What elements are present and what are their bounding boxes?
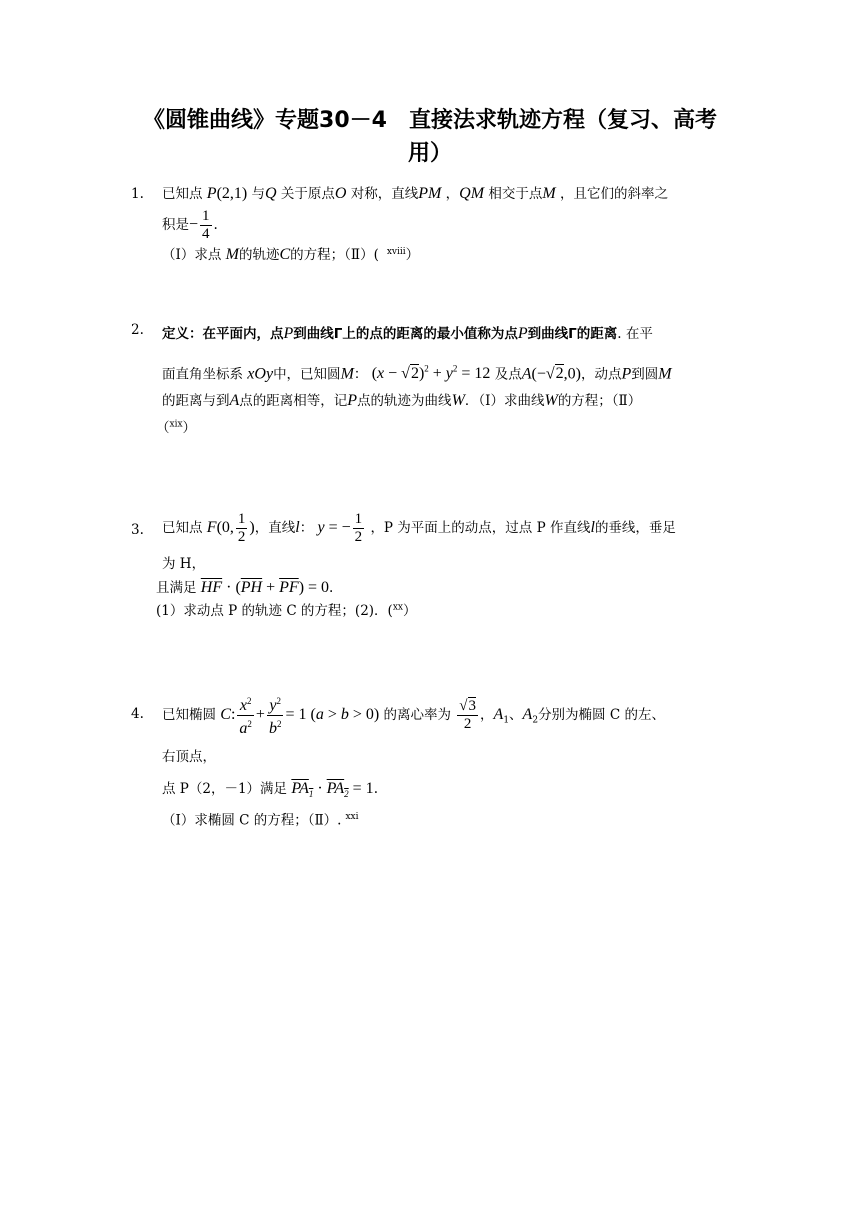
title-line-1: 《圆锥曲线》专题30－4 直接法求轨迹方程（复习、高考 (143, 108, 717, 133)
footnote-ref: xxi (345, 812, 359, 822)
problem-3: 3. 已知点 F(0, $\frac{1}{2}$ )，直线l： y = − $\frac{1}{2}$ ，P 为平面上的动点，过点 P 作直线l的垂线，垂足 为 H， 且满足 $\overline{HF} \cdot (\overline{PH} + \overline{PF}) = 0$. (1）求动点 P 的轨迹 C 的方程；(2)．($^{xx}$） (131, 511, 676, 619)
problem-number: 1. (131, 186, 144, 202)
footnote-ref: xviii (386, 246, 406, 257)
title-line-2: 用） (407, 141, 452, 166)
page-title (120, 104, 740, 170)
problem-number: 3. (131, 522, 144, 538)
footnote-ref: xix (169, 419, 183, 430)
problem-number: 2. (131, 322, 144, 338)
problem-4: 4. 已知椭圆 C: $\frac{x^2}{a^2}$ + $\frac{y^2}{b^2}$ = 1 (a > b > 0) 的离心率为 $\frac{√3}{2}$ ，$A_1$、$A_2$分别为椭圆 C 的左、 右顶点， 点 P（2，－1）满足 $PA_1 \cdot PA_2 = 1$. （Ⅰ）求椭圆 C 的方程；（Ⅱ）. $^{xxi}$ (131, 690, 731, 830)
problem-1: 1. 已知点 P(2,1) 与Q 关于原点O 对称，直线PM ，QM 相交于点M ，且它们的斜率之 积是− $\frac{1}{4}$ . （Ⅰ）求点 M的轨迹C的方程；（Ⅱ）( $^{xviii}$） (131, 185, 668, 263)
problem-2: 2. 定义：在平面内，点P到曲线Γ上的点的距离的最小值称为点P到曲线Γ的距离. 在平 面直角坐标系 xOy中，已知圆M： $(x - √2)^2 + y^2 = 12$ 及点A(−√2,0)，动点P到圆M 的距离与到A点的距离相等，记P点的轨迹为曲线W．（Ⅰ）求曲线W的方程；（Ⅱ） （$^{xix}$） (131, 322, 672, 436)
problem-number: 4. (131, 706, 144, 722)
fraction: $\frac{1}{4}$ (202, 208, 210, 242)
footnote-ref: xx (392, 602, 403, 613)
